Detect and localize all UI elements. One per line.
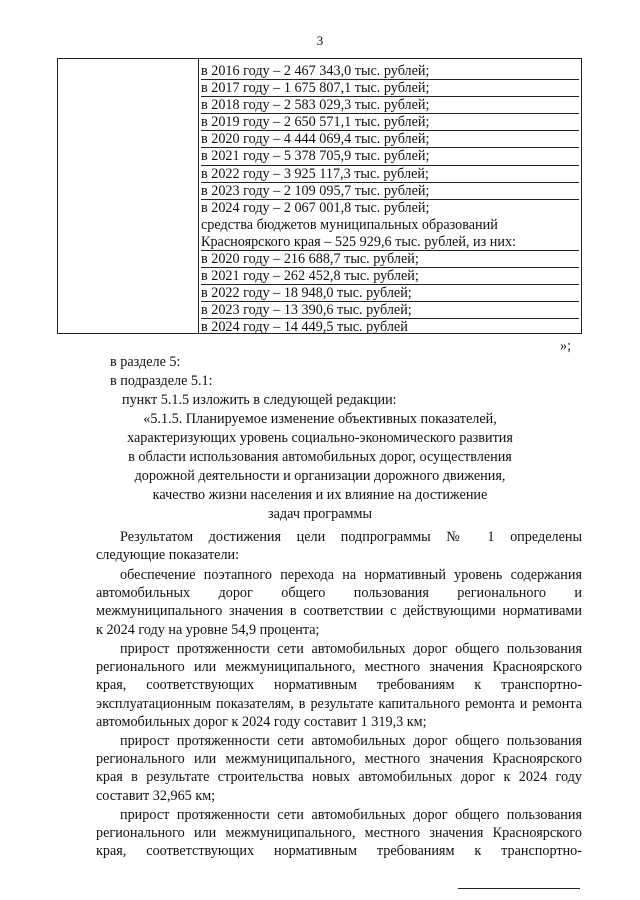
paragraph-line: обеспечение поэтапного перехода на нормативный уровень содержания: [120, 567, 582, 583]
heading-line: характеризующих уровень социально-экономического развития: [127, 430, 513, 446]
table-row: в 2019 году – 2 650 571,1 тыс. рублей;: [201, 114, 579, 131]
table-row: в 2017 году – 1 675 807,1 тыс. рублей;: [201, 80, 579, 97]
funding-table: [57, 58, 582, 334]
table-row: в 2023 году – 2 109 095,7 тыс. рублей;: [201, 183, 579, 200]
paragraph-line: края в результате строительства новых автомобильных дорог к 2024 году: [96, 769, 582, 786]
table-row: в 2022 году – 18 948,0 тыс. рублей;: [201, 285, 579, 302]
footer-rule: [458, 888, 580, 889]
paragraph-line: регионального или межмуниципального, местного значения Красноярского: [96, 825, 582, 842]
paragraph-line: прирост протяженности сети автомобильных дорог общего пользования: [120, 733, 582, 749]
paragraph-line: прирост протяженности сети автомобильных дорог общего пользования: [120, 807, 582, 823]
paragraph-line: эксплуатационным показателям, в результате капитального ремонта и ремонта: [96, 695, 582, 712]
heading-line: качество жизни населения и их влияние на достижение: [152, 487, 488, 503]
heading-line: задач программы: [267, 506, 372, 522]
paragraph-2: [96, 566, 582, 639]
table-row: в 2021 году – 5 378 705,9 тыс. рублей;: [201, 148, 579, 165]
paragraph-1: [96, 528, 582, 564]
table-column-divider: [198, 59, 199, 333]
paragraph-line: автомобильных дорог общего пользования регионального и: [96, 585, 582, 602]
table-row: в 2018 году – 2 583 029,3 тыс. рублей;: [201, 97, 579, 114]
paragraph-line: прирост протяженности сети автомобильных дорог общего пользования: [120, 641, 582, 657]
table-row: в 2021 году – 262 452,8 тыс. рублей;: [201, 268, 579, 285]
paragraph-line: автомобильных дорог к 2024 году составит 1 319,3 км;: [96, 713, 427, 730]
paragraph-line: следующие показатели:: [96, 547, 240, 564]
closing-quote: »;: [560, 338, 572, 354]
paragraph-line: составит 32,965 км;: [96, 787, 216, 804]
table-row: в 2016 году – 2 467 343,0 тыс. рублей;: [201, 63, 579, 80]
heading-line: дорожной деятельности и организации дорожного движения,: [134, 468, 506, 484]
paragraph-line: края, соответствующих нормативным требованиям к транспортно-: [96, 843, 582, 860]
paragraph-3: [96, 640, 582, 731]
paragraph-4: [96, 732, 582, 805]
subsection-5-1-line: в подразделе 5.1:: [110, 373, 213, 389]
table-row: в 2020 году – 4 444 069,4 тыс. рублей;: [201, 131, 579, 148]
section-5-line: в разделе 5:: [110, 354, 181, 370]
paragraph-line: Результатом достижения цели подпрограммы № 1 определены: [120, 529, 582, 545]
paragraph-line: к 2024 году на уровне 54,9 процента;: [96, 621, 320, 638]
paragraph-line: края, соответствующих нормативным требованиям к транспортно-: [96, 677, 582, 694]
table-row: в 2024 году – 14 449,5 тыс. рублей: [201, 319, 408, 336]
table-rows: [201, 63, 579, 337]
paragraph-line: регионального или межмуниципального, местного значения Красноярского: [96, 751, 582, 768]
paragraph-5: [96, 806, 582, 861]
paragraph-line: регионального или межмуниципального, местного значения Красноярского: [96, 659, 582, 676]
page-number: 3: [316, 33, 324, 48]
item-5-1-5-line: пункт 5.1.5 изложить в следующей редакции:: [122, 392, 397, 408]
heading-line: в области использования автомобильных дорог, осуществления: [128, 449, 512, 465]
table-row: в 2022 году – 3 925 117,3 тыс. рублей;: [201, 166, 579, 183]
table-row: в 2020 году – 216 688,7 тыс. рублей;: [201, 251, 579, 268]
heading-line: «5.1.5. Планируемое изменение объективных показателей,: [143, 411, 497, 427]
table-row: в 2024 году – 2 067 001,8 тыс. рублей;: [201, 199, 430, 216]
table-row: в 2023 году – 13 390,6 тыс. рублей;: [201, 302, 579, 319]
paragraph-line: межмуниципального значения в соответствии с действующими нормативами: [96, 603, 582, 620]
table-row: средства бюджетов муниципальных образований: [201, 216, 498, 233]
table-row: Красноярского края – 525 929,6 тыс. рублей, из них:: [201, 234, 579, 251]
